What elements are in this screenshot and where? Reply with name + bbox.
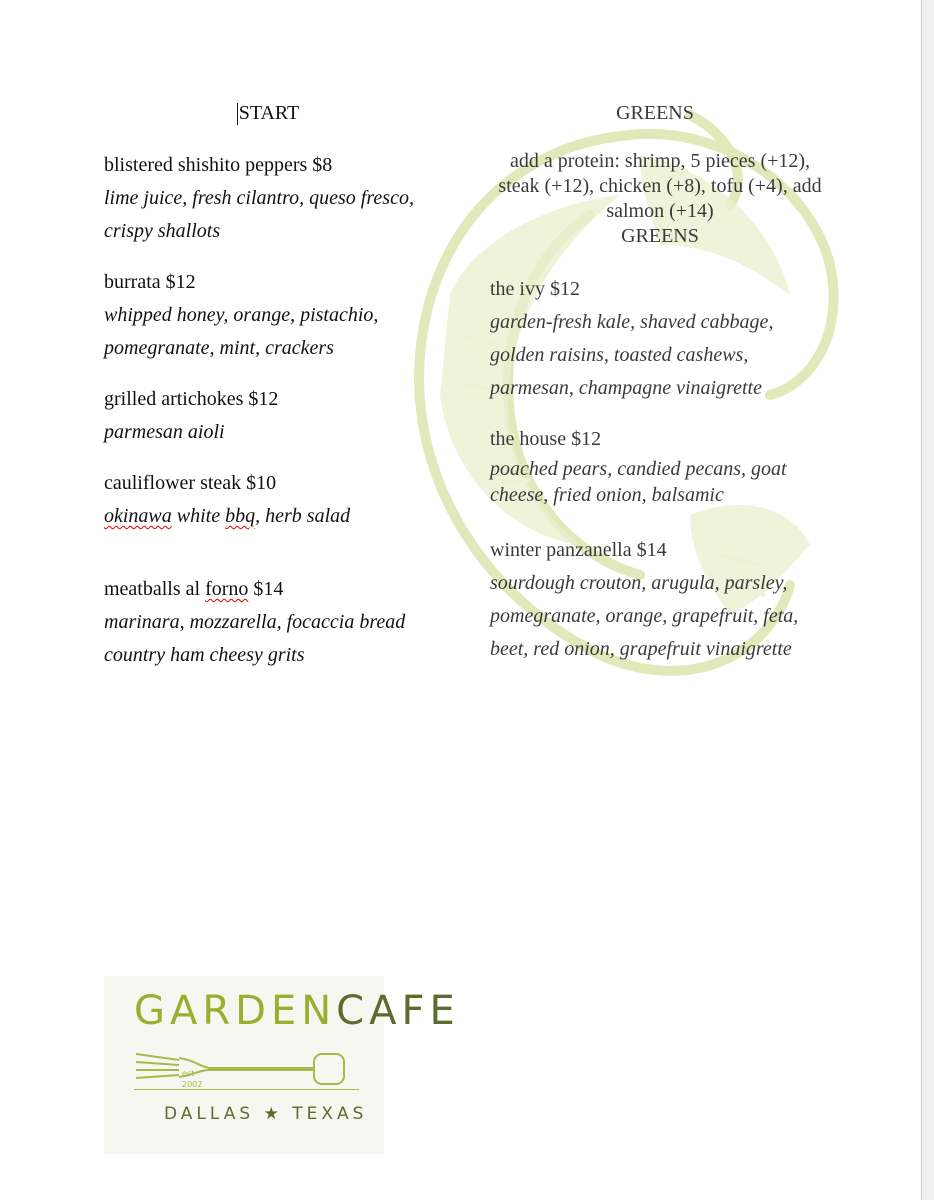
item-description: garden-fresh kale, shaved cabbage, golden raisins, toasted cashews, parmesan, champagne vinaigrette [490, 311, 774, 399]
item-name: grilled artichokes $12 [104, 388, 279, 410]
item-description: sourdough crouton, arugula, parsley, pomegranate, orange, grapefruit, feta, beet, red onion, grapefruit vinaigrette [490, 572, 799, 660]
menu-item [104, 266, 424, 365]
fork-shovel-icon [134, 1046, 359, 1091]
garden-cafe-logo [104, 976, 460, 1154]
item-description: whipped honey, orange, pistachio, pomegranate, mint, crackers [104, 304, 379, 359]
item-description: parmesan aioli [104, 421, 225, 443]
logo-wordmark [134, 988, 460, 1034]
logo-year: 2002 [182, 1080, 203, 1089]
greens-subheading: GREENS [621, 225, 699, 247]
item-name: winter panzanella $14 [490, 539, 667, 561]
logo-est: est [182, 1069, 195, 1078]
item-name: cauliflower steak $10 [104, 472, 277, 494]
start-heading: START [238, 102, 300, 124]
spelling-error-word[interactable]: forno [205, 578, 249, 600]
name-text: meatballs al [104, 578, 206, 600]
item-name [104, 573, 424, 606]
menu-item [104, 573, 424, 672]
start-section [104, 97, 424, 690]
page-gutter [922, 0, 934, 1200]
item-description: poached pears, candied pecans, goat cheese, fried onion, balsamic [490, 458, 787, 506]
greens-heading: GREENS [616, 102, 694, 124]
item-name: blistered shishito peppers $8 [104, 154, 333, 176]
item-description [104, 500, 424, 533]
menu-item [104, 467, 424, 533]
item-name: the house $12 [490, 428, 602, 450]
greens-section [490, 97, 830, 684]
menu-item [104, 149, 424, 248]
menu-item [104, 383, 424, 449]
item-description: lime juice, fresh cilantro, queso fresco, crispy shallots [104, 187, 414, 242]
protein-note: add a protein: shrimp, 5 pieces (+12), steak (+12), chicken (+8), tofu (+4), add salmon (+14) [498, 150, 822, 222]
logo-divider [134, 1089, 359, 1090]
logo-word-cafe: CAFE [336, 988, 460, 1034]
item-description: marinara, mozzarella, focaccia bread country ham cheesy grits [104, 611, 406, 666]
menu-item [490, 423, 830, 508]
spelling-error-word[interactable]: bbq [225, 505, 256, 527]
spelling-error-word[interactable]: okinawa [104, 505, 172, 527]
description-text: , herb salad [255, 505, 351, 527]
description-text: white [171, 505, 226, 527]
item-name: burrata $12 [104, 271, 196, 293]
logo-city: DALLAS ★ TEXAS [164, 1104, 368, 1124]
name-text: $14 [248, 578, 284, 600]
menu-item [490, 534, 830, 666]
logo-word-garden: GARDEN [134, 988, 337, 1034]
menu-item [490, 273, 830, 405]
item-name: the ivy $12 [490, 278, 580, 300]
